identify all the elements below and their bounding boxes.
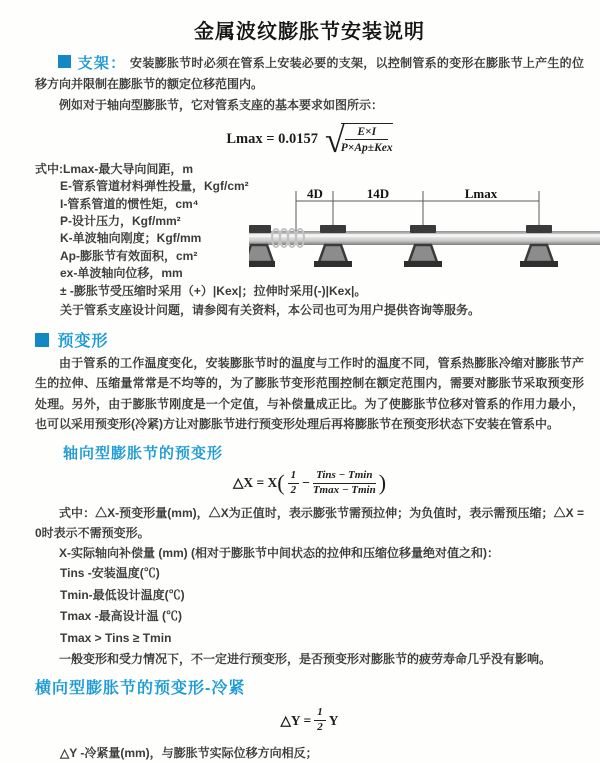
temp-line: Tmin-最低设计温度(℃) [60, 587, 185, 602]
preform-section-title [35, 328, 584, 351]
lmax-formula-denominator: P×Ap±Kex [340, 142, 393, 155]
temp-line: Tmax -最高设计温 (℃) [60, 609, 183, 624]
temp-line: Tins -安装温度(℃) [60, 566, 160, 581]
preform-section-heading: 预变形 [57, 332, 109, 350]
axial-note: 一般变形和受力情况下，不一定进行预变形，是否预变形对膨胀节的疲劳寿命几乎没有影响。 [59, 652, 552, 667]
section-bullet-icon [35, 333, 49, 347]
temp-line: Tmax > Tins ≥ Tmin [60, 630, 172, 645]
temperature-fraction [313, 469, 376, 498]
definition-line: ex-单波轴向位移，mm [60, 266, 183, 281]
page-title: 金属波纹膨胀节安装说明 [194, 21, 425, 43]
section-bullet-icon [58, 55, 71, 68]
pipe [249, 231, 600, 245]
support-section-intro [35, 53, 584, 95]
fraction-denominator: 2 [317, 721, 323, 733]
pipe-highlight [249, 234, 600, 237]
definition-line: I-管系管道的惯性矩，cm⁴ [60, 196, 199, 211]
lmax-formula [35, 120, 584, 161]
axial-preform-formula [35, 469, 584, 498]
fraction-numerator: 1 [314, 706, 326, 721]
dimension-label-14d: 14D [366, 185, 390, 201]
definition-line: K-单波轴向刚度；Kgf/mm [60, 231, 202, 246]
temperature-definitions [60, 563, 584, 649]
lmax-formula-fraction [341, 123, 393, 156]
pipe-support-diagram [249, 185, 600, 281]
lateral-preform-formula [35, 706, 584, 735]
one-half-fraction [314, 706, 326, 735]
preform-body: 由于管系的工作温度变化，安装膨胀节时的温度与工作时的温度不同，管系热膨胀冷缩对膨胀节产生的拉伸、压缩量常常是不均等的，为了膨胀节变形范围控制在额定范围内，需要对膨胀节采取预变形处理。另外，由于膨胀节刚度是一个定值，与补偿量成正比。为了使膨胀节位移对管系的作用力最小，也可以采用预变形(冷紧)方让对膨胀节进行预变形处理后再将膨胀节在预变形状态下安装在管系中。 [35, 355, 584, 432]
lateral-subheading: 横向型膨胀节的预变形-冷紧 [35, 680, 246, 698]
axial-subheading: 轴向型膨胀节的预变形 [63, 444, 224, 462]
axial-formula-lhs: △X = X [232, 475, 278, 490]
one-half-fraction [288, 469, 300, 498]
definition-line: Ap-膨胀节有效面积，cm² [60, 248, 198, 263]
lateral-formula-rhs: Y [328, 712, 339, 728]
fraction-numerator: 1 [288, 469, 300, 484]
pm-sign-note: ± -膨胀节受压缩时采用（+）|Kex|；拉伸时采用(-)|Kex|。 [60, 283, 367, 298]
dimension-label-4d: 4D [307, 185, 323, 201]
support-intro-text: 安装膨胀节时必须在管系上安装必要的支架，以控制管系的变形在膨胀节上产生的位移方向并限制在膨胀节的额定位移范围内。 [35, 56, 584, 91]
open-paren: ( [277, 470, 285, 495]
support-example-line: 例如对于轴向型膨胀节，它对管系支座的基本要求如图所示： [59, 98, 384, 112]
fraction-numerator: Tins − Tmin [313, 469, 376, 484]
close-paren: ) [378, 470, 387, 495]
sqrt-radical-glyph: √ [325, 120, 345, 161]
axial-explanation-1: 式中：△X-预变形量(mm)，△X为正值时，表示膨张节需预拉伸；为负值时，表示需预压缩；△X = 0时表示不需预变形。 [35, 506, 584, 541]
axial-explanation-2: X-实际轴向补偿量 (mm) (相对于膨胀节中间状态的拉伸和压缩位移量绝对值之和)： [59, 546, 499, 561]
lmax-formula-numerator: E×I [345, 124, 388, 140]
fraction-denominator: 2 [290, 483, 297, 496]
lmax-formula-lhs: Lmax = 0.0157 [226, 130, 319, 147]
lateral-formula-lhs: △Y = [280, 712, 312, 728]
support-section-heading: 支架： [77, 55, 127, 72]
fraction-denominator: Tmax − Tmin [312, 483, 376, 496]
consult-note: 关于管系支座设计问题，请参阅有关资料，本公司也可为用户提供咨询等服务。 [60, 303, 481, 318]
definitions-and-diagram [35, 161, 584, 282]
definition-line: 式中:Lmax-最大导向间距，m [35, 161, 194, 176]
definition-line: P-设计压力，Kgf/mm² [60, 213, 181, 228]
document-page [0, 15, 600, 763]
lateral-note: △Y -冷紧量(mm)，与膨胀节实际位移方向相反； [60, 745, 318, 760]
dimension-label-lmax: Lmax [464, 185, 498, 201]
minus-sign: − [302, 475, 310, 490]
definition-line: E-管系管道材料弹性投量，Kgf/cm² [60, 179, 249, 194]
